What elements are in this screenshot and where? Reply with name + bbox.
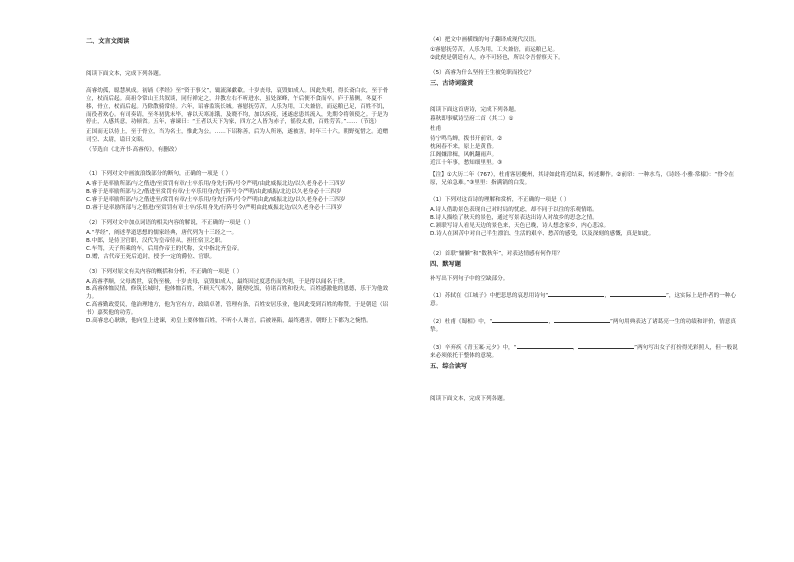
q3-option-c: C.高睿勤政爱民，他治理地方，他为官有方，政绩卓著，管理有条，百姓安居乐业，他因此受到百姓的称赞，于是朝廷（诏书）嘉奖他的功劳。 [86,302,389,317]
fill-2-sep: ， [548,319,555,326]
q4-item-2: ②此便是朝廷有人，亦不可轻也，所以令吾督察天下。 [430,54,564,61]
fill-blank[interactable] [492,316,548,323]
fill-blank[interactable] [610,290,666,297]
question-1-stem: （1）下列对文中画波浪线部分的断句，正确的一项是（ ） [86,171,232,178]
question-3-stem: （3）下列对原文有关内容的概括和分析，不正确的一项是（ ） [86,268,243,275]
q2-option-a: A.“孝经”，阐述孝道思想的儒家经典，唐代列为十三经之一。 [86,229,238,236]
poem-q1-option-b: B.诗人描绘了秋天的景色，通过写景表达出诗人对故乡的思念之情。 [430,214,598,221]
q2-option-c: C.车驾，天子所乘的车，后用作帝王的代称，文中指北齐皇帝。 [86,245,243,252]
section-5-title: 五、综合读写 [430,362,468,370]
q2-option-d: D.赠，古代帝王死后追封，授予一定的爵位、官职。 [86,253,216,260]
fill-2-prefix: （2）杜甫《蜀相》中，“ [430,319,493,326]
fill-item-1 [430,290,742,309]
passage-text: 高睿幼孤，聪慧夙成。初诵《孝经》至“资于事父”，辄流涕歔欷。十岁丧母，哀毁如成人。因此失明，得长斋白衣，至于骨立，杖而后起。高祖令常山王共叙谈，同行禅定之，并教左右不听进水，虽处深峰，午后便不食而卒。庐于墓侧，冬夏不移，骨立，杖而后起。乃除散骑常侍。六年，诏睿监筑长城。睿慰抚劳苦，人乐为用，工夫兼倍，而运粮已足，百姓不饥，而役者欢心。有司奏请，至冬初犹未毕，睿以天寒冻饿，及晓不均，加以疾疫，迷遂虑患其流入，先期令将领使之。于是为停止，人感其意，功顿省。五年，睿谏曰：“王者以天下为家，四方之人皆为赤子，徭役太重，百姓劳苦。”……（节选） [86,87,389,126]
right-column [430,0,742,406]
poem-line-4: 近江十年事，愁知细里里。③ [430,160,503,167]
poem-title: 暮秋即事赋诗呈府二首（其二）① [430,116,514,123]
q3-option-a: A.高睿孝顺，父母离世，哀伤至极，十岁丧母，哀毁如成人，最终因过度悲伤而失明，于是得以闻名于世。 [86,278,349,285]
poem-q1-option-d: D.诗人在困苦中对自己半生漂泊、生活的艰辛、愁苦的感受，以及深刻的感慨，真是如此。 [430,230,655,237]
q1-option-c: C.睿于是率励所部/与之偕进至/赏罚有章/士卒乐用/身先行阵/号令严明由此/威振北边/以久老身必十三四岁 [86,197,346,204]
fill-blank[interactable] [578,342,634,349]
poem-line-3: 江阁嫌津楫，风帆翻雨声。 [430,152,498,159]
passage-tail: 正国而无以侍上，至于骨立，当为名士，惟此为公。……下诏称善，后为人所诬，遂被害，时年三十六。朝野冤惜之。追赠司空、太尉，谥曰文昭。 [86,129,389,144]
poem-q1-option-c: C.颔联写诗人看见天边的景色来，天色已晚，诗人想念家乡，内心悲凉。 [430,222,610,229]
instruction: 阅读下面文本，完成下列各题。 [86,70,165,77]
passage-source: （节选自《北齐书·高睿传》，有删改） [86,147,181,154]
q3-option-b: B.高睿体恤民情，修筑长城时，他体恤百姓，不顾天气寒冷，随便吃饭，待诸百姓和役夫，百姓感激他的恩德，乐于为他效力。 [86,286,389,301]
fill-item-3 [430,342,742,361]
q4-item-1: ①睿慰抚劳苦，人乐为用，工夫兼倍，而运粮已足。 [430,46,559,53]
poem-q1-option-a: A.诗人借助景色表现自己对时局的忧虑，却不同于以往的乐观情绪。 [430,206,598,213]
poem-line-2: 枕闲春不来，原上是黄昏。 [430,144,498,151]
fill-1-sep: ， [604,293,610,300]
fill-blank[interactable] [517,342,573,349]
question-2-stem: （2）下列对文中加点词语的相关内容的解说，不正确的一项是（ ） [86,219,254,226]
q1-option-b: B.睿于是率励所部与之/偕进至赏罚有章/士卒乐用身/先行阵号令严明/由此威振/北边以久老身必十三四岁 [86,189,342,196]
q1-option-a: A.睿于是率励所部/与之偕进/至赏罚有章/士卒乐用/身先行阵/号令严明/由此威振北边/以久老身必十三四岁 [86,181,346,188]
poem-q2-stem: （2）首联“慵懒”和“数秋年”，对表达情感有何作用？ [430,250,563,257]
q3-option-d: D.高睿忠心耿耿，他向皇上进谏，劝皇上要体恤百姓，不听小人谗言，后被诬陷，最终遇害，朝野上下都为之惋惜。 [86,318,372,325]
question-4-stem: （4）把文中画横线的句子翻译成现代汉语。 [430,37,540,43]
poem-instruction: 阅读下面这首唐诗，完成下列各题。 [430,106,520,113]
fill-1-suffix: ”，这实际上是作者的一种心意。 [430,293,736,308]
q1-option-d: D.睿于是率励所部与之偕进/至赏罚有章士卒/乐用身先/行阵号令/严明由此威振北边/以久老身必十三四岁 [86,204,343,211]
poem-note: 【注】①大历二年（767），杜甫客居夔州，其诗如此将近结束，转述聊作。②前帘：一种水鸟，《诗经·小雅·常棣》：“脊令在原，兄弟急难。”③里里：指满锅的白发。 [430,172,735,187]
fill-item-2 [430,316,742,335]
fill-1-prefix: （1）苏轼在《江城子》中把悲思的哀思用诗句“ [430,293,549,300]
fill-3-prefix: （3）辛弃疾《青玉案·元夕》中，“ [430,345,517,352]
fill-blank[interactable] [548,290,604,297]
fill-intro: 补写出下列句子中的空缺部分。 [430,276,509,283]
fill-blank[interactable] [554,316,610,323]
fill-3-sep: ， [572,345,579,352]
fill-2-suffix: ”两句用典表达了诸葛亮一生的功绩和评价，情意真挚。 [430,319,736,334]
final-instruction: 阅读下面文本，完成下列各题。 [430,395,509,402]
section-4-title: 四、默写题 [430,260,461,268]
q2-option-b: B.中郎，是侍卫官职，汉代为皇帝侍从，担任宿卫之职。 [86,237,226,244]
left-column [86,0,391,326]
section-title: 二、文言文阅读 [86,38,130,45]
question-5-stem: （5）高睿为什么坚持王生被免职而投它？ [430,69,535,76]
section-3-title: 三、古诗词鉴赏 [430,79,474,87]
poem-poet: 杜甫 [430,126,442,133]
poem-line-1: 待宁鸣鸟蝉，拨书开前帘。② [430,136,503,143]
poem-q1-stem: （1）下列对这首诗的理解和赏析，不正确的一项是（ ） [430,196,570,203]
fill-3-suffix: ”两句写出女子打扮得光彩照人，但一般说来必须依托于整体的意境。 [430,345,738,360]
